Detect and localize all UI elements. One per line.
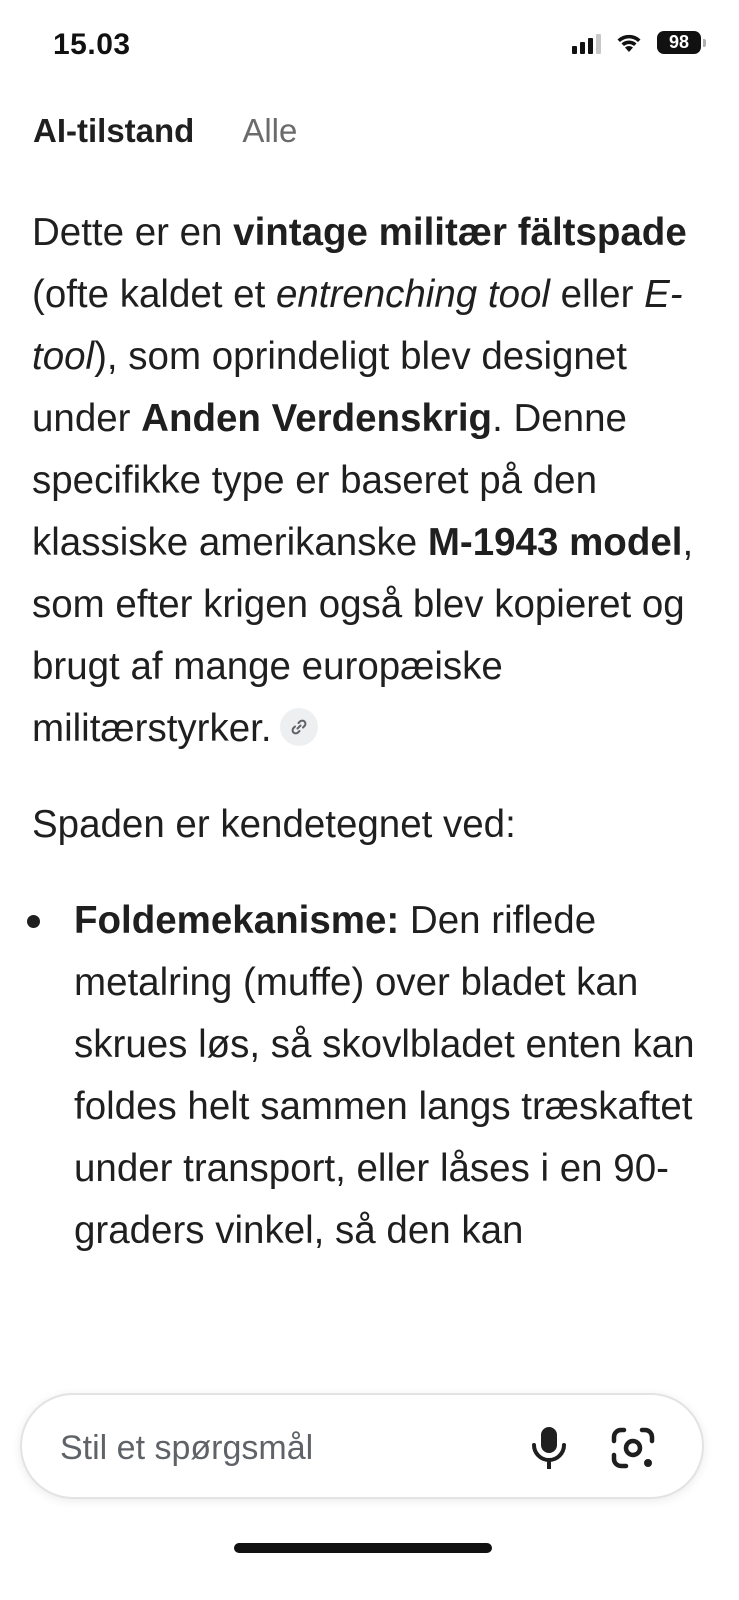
mode-tabs (33, 112, 297, 150)
status-time: 15.03 (53, 28, 131, 61)
list-item-title: Foldemekanisme: (74, 899, 400, 942)
answer-lead-paragraph: Spaden er kendetegnet ved: (32, 803, 516, 846)
tab-ai-mode[interactable]: AI-tilstand (33, 112, 195, 149)
intro-bold-3: M-1943 model (427, 521, 683, 564)
tab-all[interactable]: Alle (242, 112, 298, 149)
bullet-dot (27, 915, 40, 928)
answer-intro-paragraph (32, 202, 712, 760)
battery-icon (657, 31, 701, 54)
ask-bar (20, 1393, 704, 1499)
list-item (32, 890, 712, 1262)
feature-list (32, 890, 712, 1262)
status-icons (572, 31, 701, 54)
intro-italic-2: E-tool (32, 273, 683, 378)
intro-text-3: eller (549, 273, 645, 316)
wifi-icon (615, 32, 643, 54)
mic-button[interactable] (527, 1425, 571, 1471)
google-lens-icon (610, 1425, 656, 1471)
answer-content (32, 202, 712, 1262)
intro-text-4: ), som oprindeligt blev designet under (32, 335, 627, 440)
list-item-text: Den riflede metalring (muffe) over bladet kan skrues løs, så skovlbladet enten kan foldes helt sammen langs træskaftet under transport, eller låses i en 90-graders vinkel, så den kan (74, 899, 695, 1252)
intro-text-6: , som efter krigen også blev kopieret og brugt af mange europæiske militærstyrker. (32, 521, 694, 750)
source-link-button[interactable] (280, 708, 318, 746)
intro-bold-1: vintage militær fältspade (233, 211, 687, 254)
ask-input[interactable] (58, 1423, 502, 1473)
status-bar (0, 0, 739, 90)
intro-text-2: (ofte kaldet et (32, 273, 276, 316)
lens-button[interactable] (610, 1425, 656, 1471)
signal-icon (572, 32, 601, 54)
link-icon (289, 717, 309, 737)
intro-italic-1: entrenching tool (275, 273, 550, 316)
intro-text-1: Dette er en (32, 211, 234, 254)
intro-bold-2: Anden Verdenskrig (141, 397, 493, 440)
home-indicator (234, 1543, 492, 1553)
content-fade (0, 1330, 739, 1390)
battery-level: 98 (668, 32, 690, 52)
microphone-icon (527, 1425, 571, 1471)
intro-text-5: . Denne specifikke type er baseret på den klassiske amerikanske (32, 397, 627, 564)
